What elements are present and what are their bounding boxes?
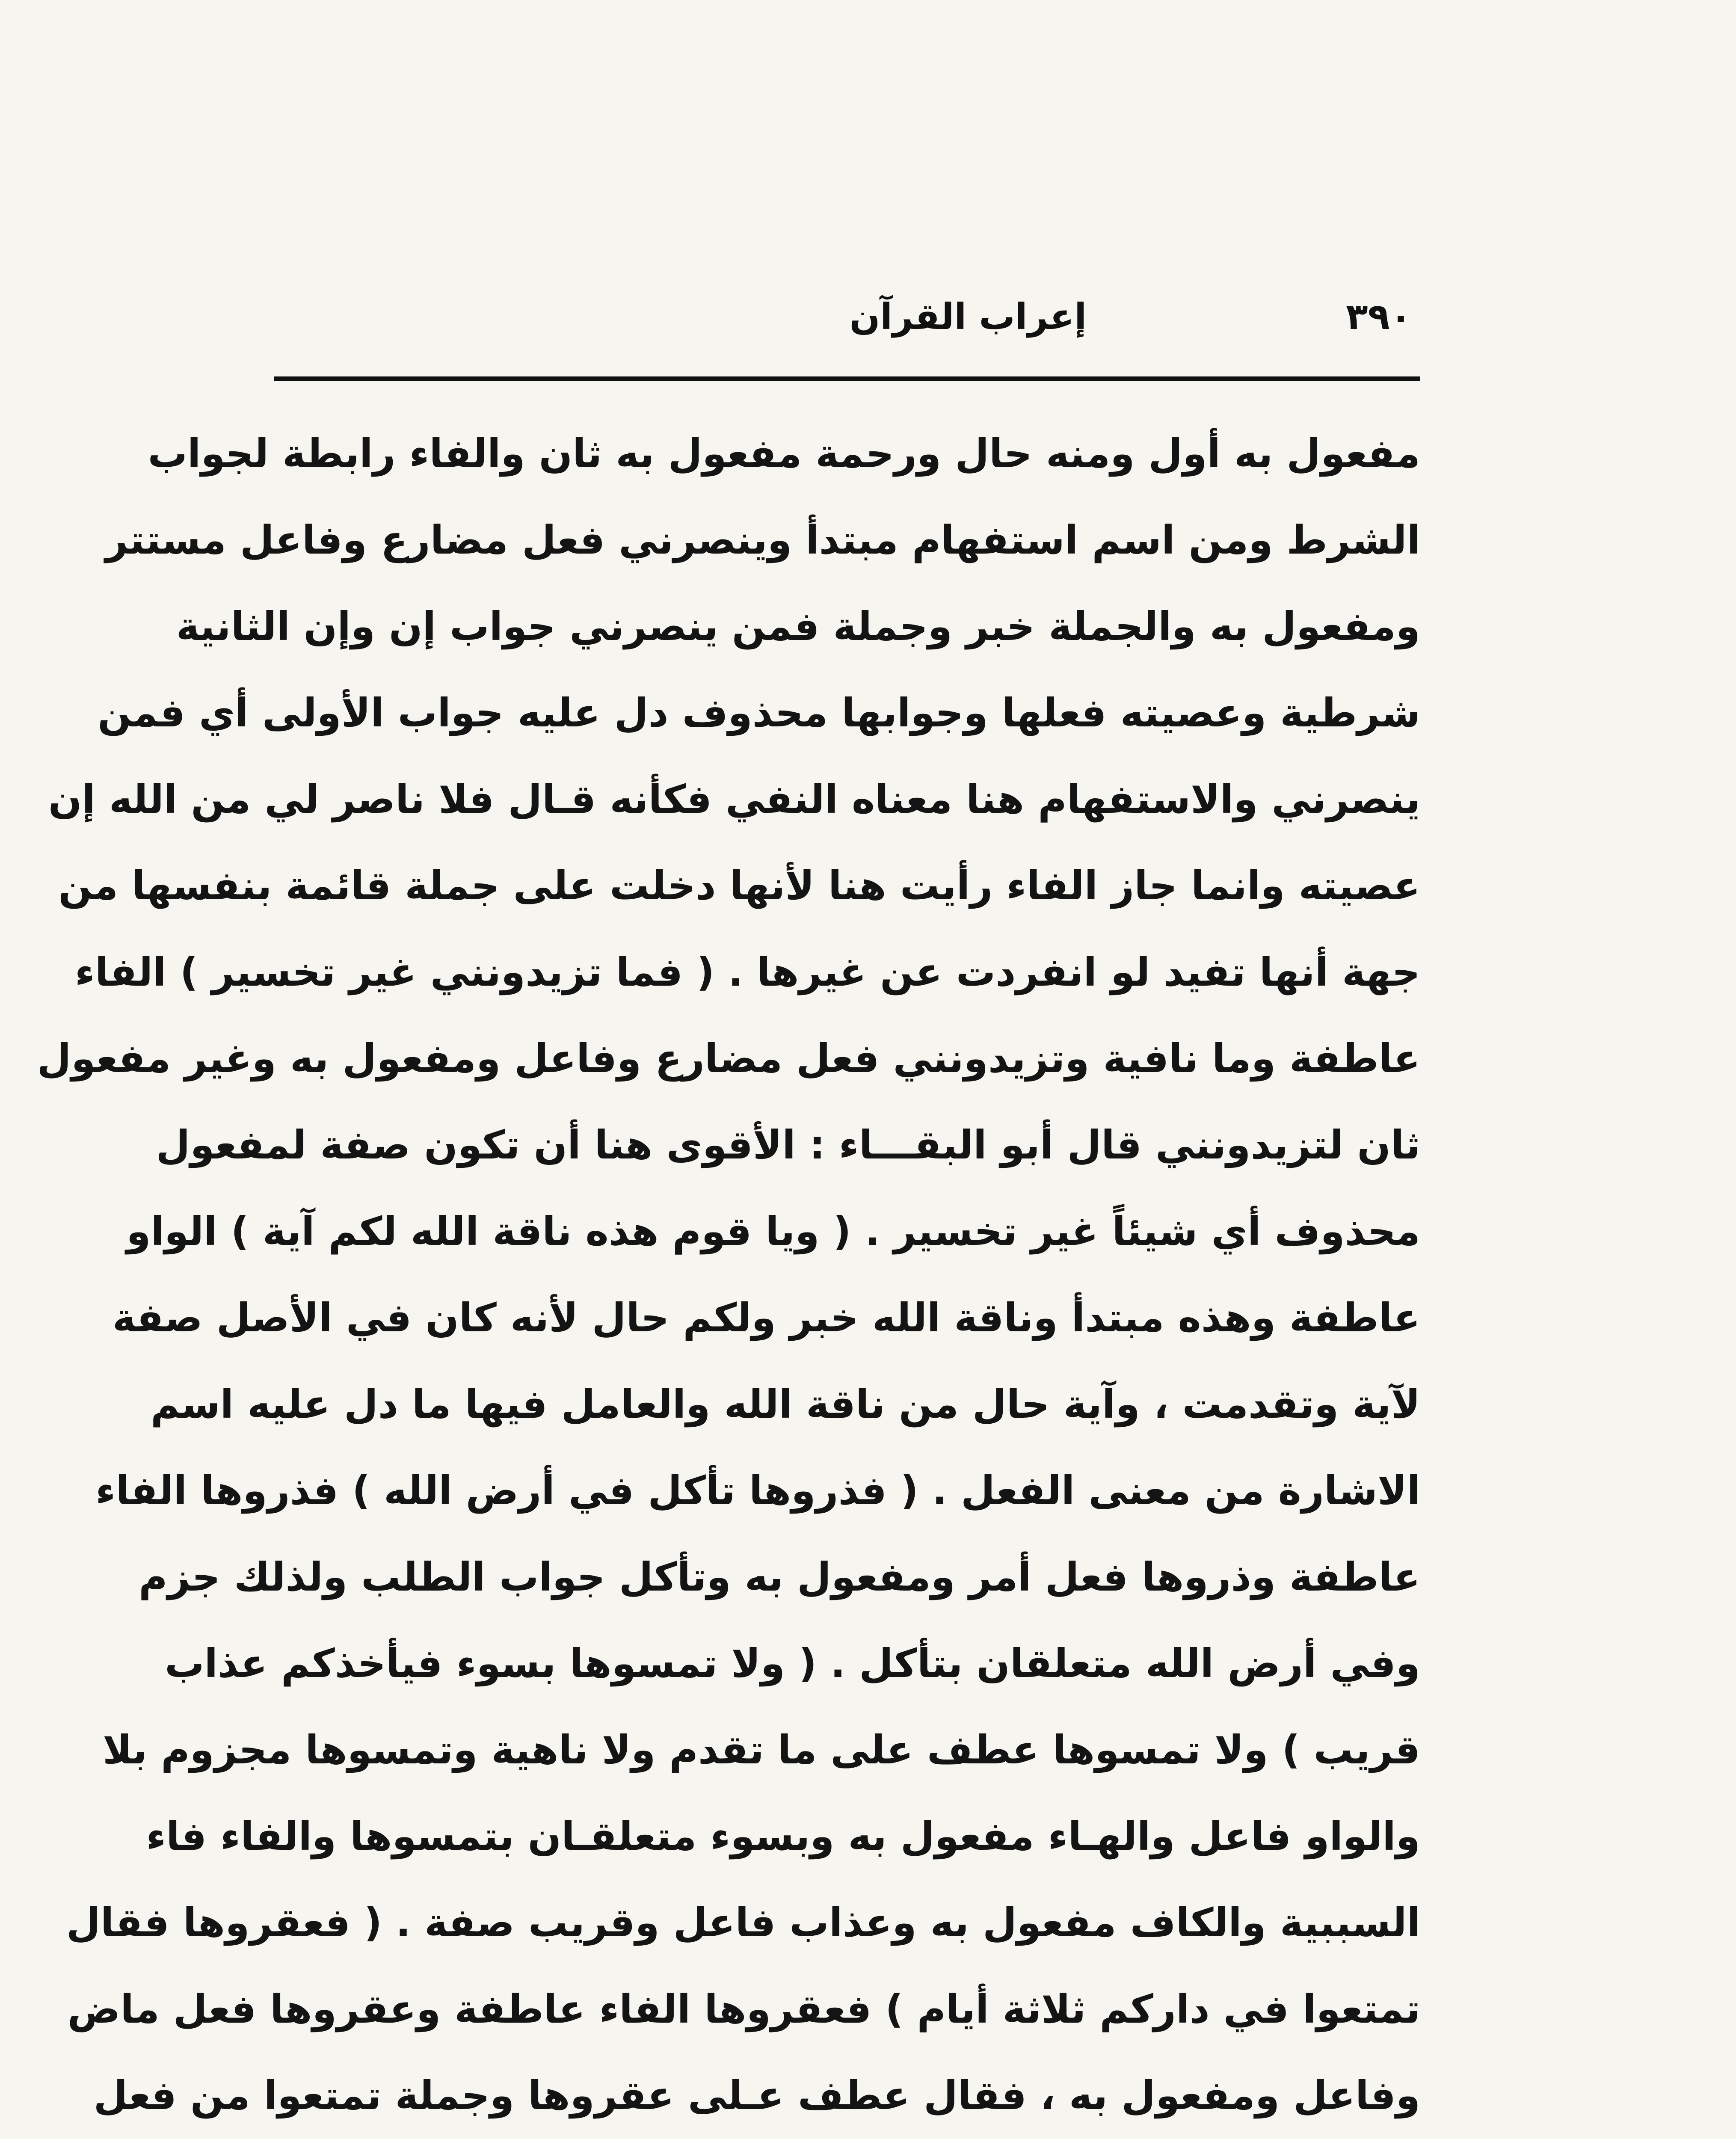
page-header xyxy=(278,291,1412,359)
text-line: قريب ) ولا تمسوها عطف على ما تقدم ولا ناهية وتمسوها مجزوم بلا xyxy=(102,1727,1420,1773)
text-line: شرطية وعصيته فعلها وجوابها محذوف دل عليه جواب الأولى أي فمن xyxy=(98,690,1420,736)
text-line: وفاعل ومفعول به ، فقال عطف عـلى عقروها وجملة تمتعوا من فعل xyxy=(93,2073,1420,2118)
text-line: والواو فاعل والهـاء مفعول به وبسوء متعلقـان بتمسوها والفاء فاء xyxy=(146,1813,1420,1859)
text-line: جهة أنها تفيد لو انفردت عن غيرها . ( فما تزيدونني غير تخسير ) الفاء xyxy=(74,949,1420,995)
text-line: ومفعول به والجملة خبر وجملة فمن ينصرني جواب إن وإن الثانية xyxy=(176,604,1420,649)
text-line: وفي أرض الله متعلقان بتأكل . ( ولا تمسوها بسوء فيأخذكم عذاب xyxy=(165,1641,1420,1686)
text-line: تمتعوا في داركم ثلاثة أيام ) فعقروها الفاء عاطفة وعقروها فعل ماض xyxy=(67,1986,1420,2032)
text-line: ينصرني والاستفهام هنا معناه النفي فكأنه قـال فلا ناصر لي من الله إن xyxy=(48,776,1420,822)
header-rule xyxy=(274,376,1420,381)
page-number: ٣٩٠ xyxy=(1346,296,1412,338)
running-title: إعراب القرآن xyxy=(849,296,1087,338)
text-line: عصيته وانما جاز الفاء رأيت هنا لأنها دخلت على جملة قائمة بنفسها من xyxy=(58,863,1420,909)
text-line: الشرط ومن اسم استفهام مبتدأ وينصرني فعل مضارع وفاعل مستتر xyxy=(105,517,1420,563)
text-line: عاطفة وما نافية وتزيدونني فعل مضارع وفاعل ومفعول به وغير مفعول xyxy=(37,1036,1420,1081)
text-line: السببية والكاف مفعول به وعذاب فاعل وقريب صفة . ( فعقروها فقال xyxy=(66,1900,1420,1946)
body-text xyxy=(37,411,1420,2139)
text-line: لآية وتقدمت ، وآية حال من ناقة الله والعامل فيها ما دل عليه اسم xyxy=(151,1381,1420,1427)
text-line: محذوف أي شيئاً غير تخسير . ( ويا قوم هذه ناقة الله لكم آية ) الواو xyxy=(126,1209,1420,1254)
text-line: عاطفة وهذه مبتدأ وناقة الله خبر ولكم حال لأنه كان في الأصل صفة xyxy=(112,1295,1420,1341)
text-line: عاطفة وذروها فعل أمر ومفعول به وتأكل جواب الطلب ولذلك جزم xyxy=(139,1554,1420,1600)
text-line: ثان لتزيدونني قال أبو البقـــاء : الأقوى هنا أن تكون صفة لمفعول xyxy=(156,1122,1420,1168)
text-line: الاشارة من معنى الفعل . ( فذروها تأكل في أرض الله ) فذروها الفاء xyxy=(95,1468,1420,1514)
text-line: مفعول به أول ومنه حال ورحمة مفعول به ثان والفاء رابطة لجواب xyxy=(148,431,1420,477)
